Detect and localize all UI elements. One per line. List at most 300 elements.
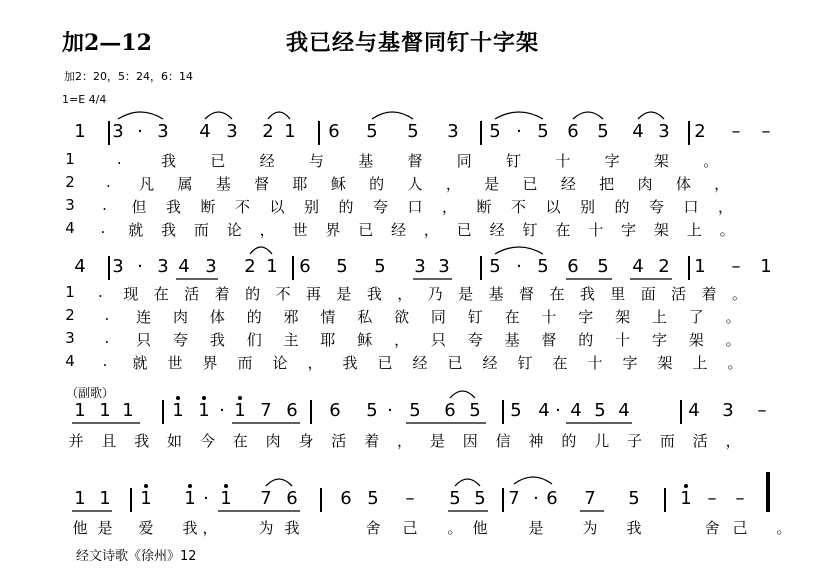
lyric-char: 属 <box>177 175 193 193</box>
lyric-char: 督 <box>541 331 557 349</box>
barline <box>292 256 294 280</box>
lyric-char: 架 <box>653 152 669 170</box>
lyric-char: 现 <box>123 285 139 303</box>
high-octave-dot <box>188 484 192 488</box>
barline <box>318 121 320 145</box>
lyric-char: 督 <box>519 285 535 303</box>
barline <box>680 400 682 424</box>
lyric-char: . <box>104 329 110 347</box>
note: 5 <box>597 256 609 277</box>
slur <box>205 112 232 119</box>
lyric-char: ， <box>307 354 323 372</box>
lyric-char: 。 <box>727 354 743 372</box>
lyric-char: 我 <box>284 519 300 537</box>
lyric-char: 稣 <box>357 331 373 349</box>
lyric-char: 2 <box>65 173 75 191</box>
note: · <box>516 121 522 142</box>
lyric-char: 夸 <box>467 331 483 349</box>
note: 4 <box>632 256 644 277</box>
lyric-char: 别 <box>303 198 319 216</box>
lyric-char: 我 <box>161 152 177 170</box>
note: 6 <box>299 256 311 277</box>
lyric-char: 人 <box>407 175 423 193</box>
lyric-char: 神 <box>528 432 544 450</box>
lyric-char: 我 <box>165 198 181 216</box>
note: 5 <box>409 400 421 421</box>
lyric-char: 基 <box>358 152 374 170</box>
lyric-char: 字 <box>578 308 594 326</box>
note: · <box>137 256 143 277</box>
lyric-char: 耶 <box>292 175 308 193</box>
note: – <box>731 121 741 142</box>
note: 1 <box>284 121 296 142</box>
note: 1 <box>170 400 186 421</box>
note: – <box>707 488 717 509</box>
note: 1 <box>138 488 154 509</box>
note: 4 <box>570 400 582 421</box>
note: 7 <box>260 488 272 509</box>
note: 1 <box>74 488 86 509</box>
lyric-char: 为 <box>258 519 274 537</box>
lyric-char: ， <box>717 198 733 216</box>
note: 4 <box>538 400 550 421</box>
lyric-char: 钉 <box>506 152 522 170</box>
note: 3 <box>722 400 734 421</box>
lyric-char: 口 <box>683 198 699 216</box>
lyric-char: 4 <box>65 219 75 237</box>
lyric-char: ， <box>202 519 218 537</box>
lyric-char: 子 <box>627 432 643 450</box>
lyric-char: 如 <box>167 432 183 450</box>
lyric-char: 是 <box>528 519 544 537</box>
high-octave-dot <box>176 396 180 400</box>
note: 6 <box>329 400 341 421</box>
note: 3 <box>157 121 169 142</box>
lyric-char: 夸 <box>648 198 664 216</box>
high-octave-dot <box>202 396 206 400</box>
lyric-char: 就 <box>132 354 148 372</box>
lyric-char: 把 <box>599 175 615 193</box>
lyric-char: 界 <box>325 221 341 239</box>
lyric-char: 活 <box>692 432 708 450</box>
lyric-char: 我 <box>161 221 177 239</box>
note: 5 <box>367 488 379 509</box>
lyric-char: 已 <box>377 354 393 372</box>
lyric-char: 十 <box>587 354 603 372</box>
lyric-char: 与 <box>308 152 324 170</box>
lyric-char: 3 <box>65 329 75 347</box>
lyric-char: 肉 <box>265 432 281 450</box>
barline <box>108 256 110 280</box>
barline <box>130 488 132 512</box>
lyric-char: 钉 <box>517 354 533 372</box>
lyric-char: 字 <box>622 354 638 372</box>
note: 3 <box>226 121 238 142</box>
lyric-char: 断 <box>476 198 492 216</box>
chorus-label: （副歌） <box>66 386 115 400</box>
lyric-char: 基 <box>504 331 520 349</box>
barline <box>480 256 482 280</box>
note: 1 <box>99 400 111 421</box>
lyric-char: 乃 <box>427 285 443 303</box>
lyric-char: 1 <box>65 150 75 168</box>
lyric-char: ， <box>259 221 275 239</box>
note: 3 <box>438 256 450 277</box>
lyric-char: ， <box>423 221 439 239</box>
barline <box>688 256 690 280</box>
note: 6 <box>567 256 579 277</box>
lyric-char: 面 <box>640 285 656 303</box>
slur <box>514 477 552 484</box>
lyric-char: ， <box>397 285 413 303</box>
lyric-char: . <box>104 306 110 324</box>
lyric-char: ， <box>394 331 410 349</box>
lyric-char: 我 <box>209 331 225 349</box>
lyric-char: 凡 <box>139 175 155 193</box>
lyric-char: 已 <box>358 221 374 239</box>
lyric-char: 的 <box>245 285 261 303</box>
lyric-char: 但 <box>131 198 147 216</box>
note: 5 <box>407 121 419 142</box>
barline <box>480 121 482 145</box>
lyric-char: 就 <box>128 221 144 239</box>
lyric-char: 4 <box>65 352 75 370</box>
lyric-char: 信 <box>495 432 511 450</box>
lyric-char: 我 <box>366 285 382 303</box>
high-octave-dot <box>684 484 688 488</box>
lyric-char: 上 <box>686 221 702 239</box>
lyric-char: 是 <box>429 432 445 450</box>
lyric-char: 经 <box>412 354 428 372</box>
lyric-char: . <box>100 219 106 237</box>
lyric-char: 着 <box>701 285 717 303</box>
note: 7 <box>584 488 596 509</box>
note: – <box>405 488 415 509</box>
lyric-char: 上 <box>692 354 708 372</box>
lyric-char: 而 <box>237 354 253 372</box>
lyric-char: 3 <box>65 196 75 214</box>
note: · <box>533 488 539 509</box>
note: · <box>203 488 209 509</box>
note: 1 <box>196 400 212 421</box>
lyric-char: 私 <box>357 308 373 326</box>
high-octave-dot <box>144 484 148 488</box>
final-barline <box>766 472 770 512</box>
lyric-char: 架 <box>615 308 631 326</box>
slur <box>118 112 163 119</box>
slur <box>372 112 413 119</box>
lyric-char: 。 <box>725 331 741 349</box>
lyric-char: 活 <box>184 285 200 303</box>
lyric-char: 已 <box>447 354 463 372</box>
lyric-char: 身 <box>298 432 314 450</box>
note: 3 <box>414 256 426 277</box>
lyric-char: 是 <box>336 285 352 303</box>
lyric-char: 活 <box>671 285 687 303</box>
lyric-char: 架 <box>688 331 704 349</box>
lyric-char: 的 <box>369 175 385 193</box>
barline <box>664 488 666 512</box>
note: 3 <box>658 121 670 142</box>
note: 5 <box>597 121 609 142</box>
lyric-char: 基 <box>215 175 231 193</box>
lyric-char: 基 <box>488 285 504 303</box>
note: 2 <box>262 121 274 142</box>
lyric-char: 十 <box>588 221 604 239</box>
lyric-char: 舍 <box>365 519 381 537</box>
note: 1 <box>74 400 86 421</box>
note: 1 <box>760 256 772 277</box>
note: 3 <box>112 256 124 277</box>
note: 6 <box>286 488 298 509</box>
note: 6 <box>546 488 558 509</box>
lyric-char: . <box>98 283 103 301</box>
note: 1 <box>266 256 278 277</box>
lyric-char: 世 <box>167 354 183 372</box>
lyric-char: . <box>102 352 108 370</box>
note: – <box>731 256 741 277</box>
note: · <box>387 400 393 421</box>
lyric-char: 经 <box>391 221 407 239</box>
note: 1 <box>694 256 706 277</box>
lyric-char: 的 <box>246 308 262 326</box>
lyric-char: 欲 <box>394 308 410 326</box>
note: 5 <box>366 121 378 142</box>
hymn-code: 加2—12 <box>62 30 152 56</box>
note: · <box>555 400 561 421</box>
note: 5 <box>366 400 378 421</box>
slur <box>638 112 664 119</box>
lyric-char: 督 <box>254 175 270 193</box>
lyric-char: 稣 <box>330 175 346 193</box>
lyric-char: 同 <box>456 152 472 170</box>
slur <box>266 479 292 486</box>
lyric-char: 肉 <box>173 308 189 326</box>
note: 5 <box>594 400 606 421</box>
lyric-char: 经 <box>482 354 498 372</box>
slur <box>250 247 272 254</box>
lyric-char: 的 <box>338 198 354 216</box>
lyric-char: 。 <box>732 285 748 303</box>
lyric-char: 里 <box>610 285 626 303</box>
note: 6 <box>328 121 340 142</box>
lyric-char: 且 <box>101 432 117 450</box>
lyric-char: 主 <box>283 331 299 349</box>
barline <box>688 121 690 145</box>
note: – <box>735 488 745 509</box>
note: · <box>137 121 143 142</box>
lyric-char: 十 <box>615 331 631 349</box>
note: 1 <box>122 400 134 421</box>
lyric-char: 论 <box>226 221 242 239</box>
lyric-char: 己 <box>732 519 748 537</box>
note: 1 <box>678 488 694 509</box>
lyric-char: 上 <box>651 308 667 326</box>
lyric-char: 并 <box>68 432 84 450</box>
lyric-char: ， <box>725 432 741 450</box>
lyric-char: 的 <box>578 331 594 349</box>
hymn-title: 我已经与基督同钉十字架 <box>286 30 540 56</box>
lyric-char: 钉 <box>467 308 483 326</box>
lyric-char: 已 <box>456 221 472 239</box>
lyric-char: 以 <box>269 198 285 216</box>
lyric-char: 他 <box>72 519 88 537</box>
note: 7 <box>260 400 272 421</box>
lyric-char: 字 <box>621 221 637 239</box>
note: – <box>761 121 771 142</box>
barline <box>162 400 164 424</box>
lyric-char: 我 <box>626 519 642 537</box>
lyric-char: 。 <box>719 221 735 239</box>
note: 2 <box>244 256 256 277</box>
lyric-char: 字 <box>604 152 620 170</box>
note: 5 <box>510 400 522 421</box>
lyric-char: 耶 <box>320 331 336 349</box>
lyric-char: 再 <box>305 285 321 303</box>
lyric-char: 只 <box>430 331 446 349</box>
lyric-char: 我 <box>134 432 150 450</box>
note: 2 <box>658 256 670 277</box>
lyric-char: 我 <box>579 285 595 303</box>
slur <box>450 391 475 398</box>
lyric-char: 架 <box>657 354 673 372</box>
lyric-char: 而 <box>193 221 209 239</box>
lyric-char: 着 <box>364 432 380 450</box>
lyric-char: 。 <box>447 519 463 537</box>
note: 1 <box>218 488 234 509</box>
slur <box>573 112 603 119</box>
lyric-char: 在 <box>504 308 520 326</box>
note: 5 <box>449 488 461 509</box>
note: 7 <box>508 488 520 509</box>
note: 1 <box>74 121 86 142</box>
note: 5 <box>336 256 348 277</box>
lyric-char: 十 <box>555 152 571 170</box>
lyric-char: 今 <box>199 432 215 450</box>
high-octave-dot <box>238 396 242 400</box>
lyric-char: 的 <box>614 198 630 216</box>
lyric-char: 论 <box>272 354 288 372</box>
note: 5 <box>537 121 549 142</box>
lyric-char: 不 <box>234 198 250 216</box>
lyric-char: 口 <box>407 198 423 216</box>
note: 4 <box>618 400 630 421</box>
lyric-char: 活 <box>331 432 347 450</box>
lyric-char: . <box>105 173 111 191</box>
lyric-char: 以 <box>545 198 561 216</box>
lyric-char: 经 <box>259 152 275 170</box>
lyric-char: 经 <box>489 221 505 239</box>
lyric-char: 2 <box>65 306 75 324</box>
note: 6 <box>567 121 579 142</box>
lyric-char: 因 <box>462 432 478 450</box>
note: 3 <box>112 121 124 142</box>
lyric-char: 在 <box>153 285 169 303</box>
barline <box>502 400 504 424</box>
lyric-char: 督 <box>407 152 423 170</box>
lyric-char: 。 <box>725 308 741 326</box>
lyric-char: 是 <box>458 285 474 303</box>
note: 5 <box>474 488 486 509</box>
lyric-char: 是 <box>97 519 113 537</box>
lyric-char: 们 <box>246 331 262 349</box>
high-octave-dot <box>224 484 228 488</box>
lyric-char: 在 <box>232 432 248 450</box>
key-signature: 1=E 4/4 <box>62 93 107 106</box>
lyric-char: 已 <box>522 175 538 193</box>
lyric-char: 钉 <box>522 221 538 239</box>
note: 6 <box>286 400 298 421</box>
lyric-char: 夸 <box>372 198 388 216</box>
lyric-char: 的 <box>561 432 577 450</box>
lyric-char: 界 <box>202 354 218 372</box>
barline <box>310 400 312 424</box>
lyric-char: ， <box>445 175 461 193</box>
lyric-char: 在 <box>549 285 565 303</box>
lyric-char: 不 <box>275 285 291 303</box>
lyric-char: 了 <box>688 308 704 326</box>
lyric-char: 1 <box>65 283 75 301</box>
note: · <box>516 256 522 277</box>
slur <box>268 112 290 119</box>
lyric-char: 他 <box>472 519 488 537</box>
lyric-char: 体 <box>675 175 691 193</box>
scripture-references: 加2：20，5：24，6：14 <box>64 70 193 83</box>
note: 6 <box>444 400 456 421</box>
note: 5 <box>537 256 549 277</box>
lyric-char: 肉 <box>637 175 653 193</box>
note: 4 <box>199 121 211 142</box>
lyric-char: 是 <box>484 175 500 193</box>
source-credit: 经文诗歌《徐州》12 <box>76 549 197 564</box>
lyric-char: 邪 <box>283 308 299 326</box>
note: 4 <box>632 121 644 142</box>
note: 4 <box>178 256 190 277</box>
lyric-char: 在 <box>555 221 571 239</box>
note: 4 <box>74 256 86 277</box>
lyric-char: 夸 <box>173 331 189 349</box>
note: 5 <box>628 488 640 509</box>
note: 3 <box>205 256 217 277</box>
note: 5 <box>489 121 501 142</box>
lyric-char: 儿 <box>594 432 610 450</box>
note: 1 <box>232 400 248 421</box>
note: 1 <box>182 488 198 509</box>
note: 3 <box>447 121 459 142</box>
slur <box>495 112 543 119</box>
lyric-char: 体 <box>209 308 225 326</box>
lyric-char: 而 <box>659 432 675 450</box>
slur <box>455 479 480 486</box>
lyric-char: 同 <box>430 308 446 326</box>
lyric-char: 断 <box>200 198 216 216</box>
note: 6 <box>340 488 352 509</box>
lyric-char: 爱 <box>138 519 154 537</box>
note: 5 <box>469 400 481 421</box>
lyric-char: 架 <box>653 221 669 239</box>
lyric-char: 经 <box>560 175 576 193</box>
barline <box>108 121 110 145</box>
barline <box>502 488 504 512</box>
lyric-char: . <box>116 150 122 168</box>
note: 4 <box>688 400 700 421</box>
lyric-char: 连 <box>136 308 152 326</box>
lyric-char: 不 <box>510 198 526 216</box>
lyric-char: 我 <box>182 519 198 537</box>
lyric-char: 在 <box>552 354 568 372</box>
note: 1 <box>99 488 111 509</box>
lyric-char: 为 <box>582 519 598 537</box>
